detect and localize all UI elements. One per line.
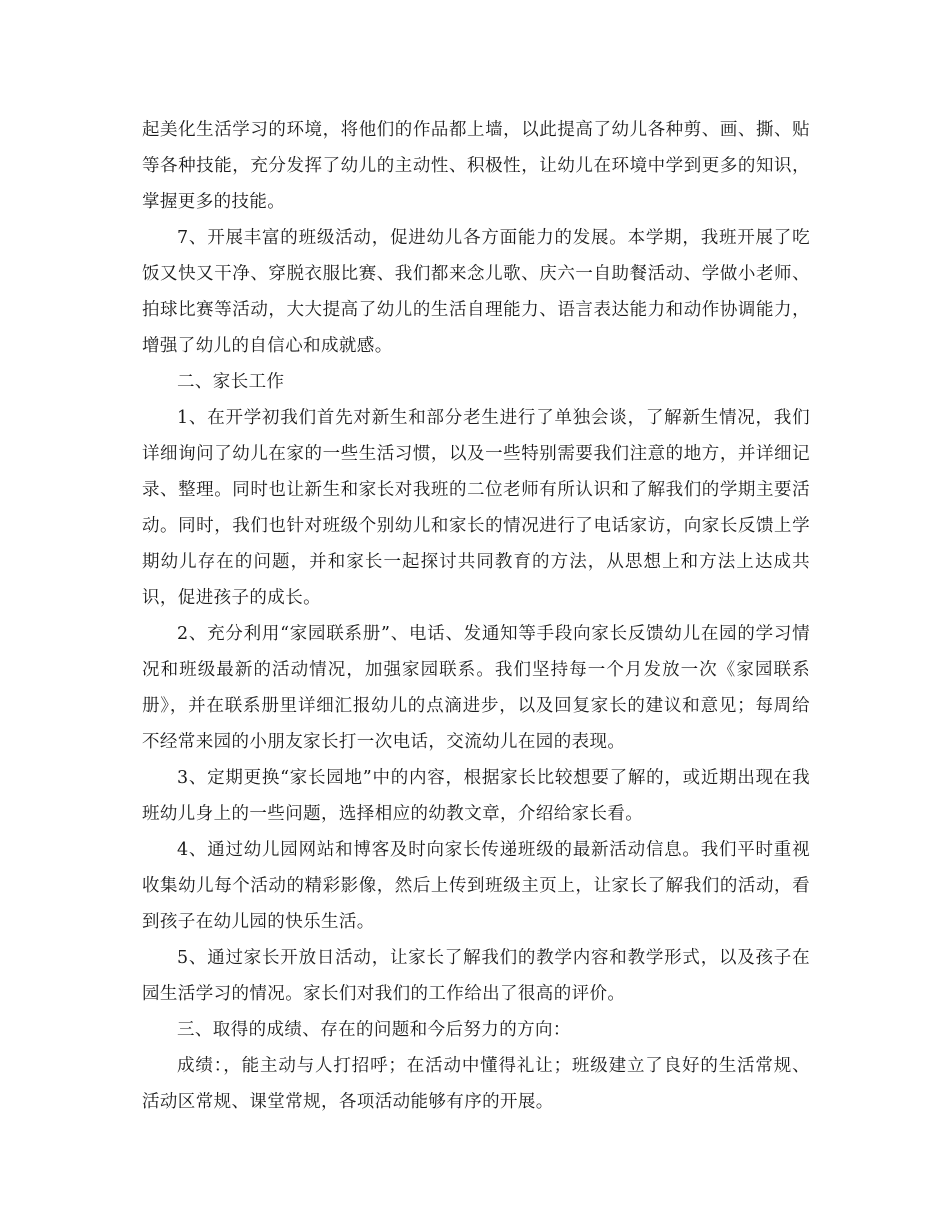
section-heading-parent-work: 二、家长工作 bbox=[177, 372, 285, 392]
paragraph-open-day: 5、通过家长开放日活动，让家长了解我们的教学内容和教学形式，以及孩子在园生活学习的情况。家长们对我们的工作给出了很高的评价。 bbox=[142, 948, 810, 1004]
paragraph-website-blog: 4、通过幼儿园网站和博客及时向家长传递班级的最新活动信息。我们平时重视收集幼儿每个活动的精彩影像，然后上传到班级主页上，让家长了解我们的活动，看到孩子在幼儿园的快乐生活。 bbox=[142, 840, 810, 932]
paragraph-environment-continuation: 起美化生活学习的环境，将他们的作品都上墙，以此提高了幼儿各种剪、画、撕、贴等各种技能，充分发挥了幼儿的主动性、积极性，让幼儿在环境中学到更多的知识，掌握更多的技能。 bbox=[142, 120, 810, 212]
paragraph-parent-garden: 3、定期更换“家长园地”中的内容，根据家长比较想要了解的，或近期出现在我班幼儿身上的一些问题，选择相应的幼教文章，介绍给家长看。 bbox=[142, 768, 810, 824]
section-heading-achievements: 三、取得的成绩、存在的问题和今后努力的方向： bbox=[177, 1020, 571, 1040]
paragraph-achievements: 成绩：，能主动与人打招呼；在活动中懂得礼让；班级建立了良好的生活常规、活动区常规、课堂常规，各项活动能够有序的开展。 bbox=[142, 1056, 810, 1112]
paragraph-parent-interviews: 1、在开学初我们首先对新生和部分老生进行了单独会谈，了解新生情况，我们详细询问了幼儿在家的一些生活习惯，以及一些特别需要我们注意的地方，并详细记录、整理。同时也让新生和家长对我班的二位老师有所认识和了解我们的学期主要活动。同时，我们也针对班级个别幼儿和家长的情况进行了电话家访，向家长反馈上学期幼儿存在的问题，并和家长一起探讨共同教育的方法，从思想上和方法上达成共识，促进孩子的成长。 bbox=[142, 408, 810, 608]
document-body bbox=[142, 112, 810, 1120]
paragraph-class-activities: 7、开展丰富的班级活动，促进幼儿各方面能力的发展。本学期，我班开展了吃饭又快又干净、穿脱衣服比赛、我们都来念儿歌、庆六一自助餐活动、学做小老师、拍球比赛等活动，大大提高了幼儿的生活自理能力、语言表达能力和动作协调能力，增强了幼儿的自信心和成就感。 bbox=[142, 228, 810, 356]
paragraph-home-school-contact: 2、充分利用“家园联系册”、电话、发通知等手段向家长反馈幼儿在园的学习情况和班级最新的活动情况，加强家园联系。我们坚持每一个月发放一次《家园联系册》，并在联系册里详细汇报幼儿的点滴进步，以及回复家长的建议和意见；每周给不经常来园的小朋友家长打一次电话，交流幼儿在园的表现。 bbox=[142, 624, 810, 752]
